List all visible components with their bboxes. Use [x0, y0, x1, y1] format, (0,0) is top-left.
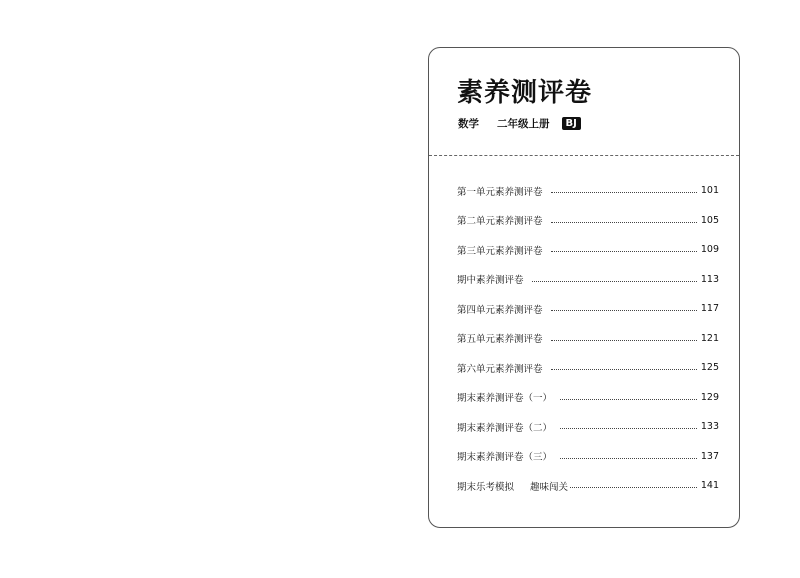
toc-item-page: 117 — [700, 303, 719, 315]
dot-leader — [551, 251, 697, 252]
toc-item-label: 第六单元素养测评卷 — [457, 363, 543, 375]
table-of-contents — [457, 176, 719, 501]
toc-item-page: 121 — [700, 332, 719, 344]
toc-item-label: 期末素养测评卷（三） — [457, 452, 553, 464]
toc-item[interactable] — [457, 235, 719, 265]
dot-leader — [551, 340, 697, 341]
contents-card — [428, 47, 740, 528]
toc-item-label: 期末素养测评卷（一） — [457, 393, 553, 405]
toc-item-page: 137 — [700, 450, 719, 462]
grade-label: 二年级上册 — [497, 118, 550, 130]
toc-item[interactable] — [457, 442, 719, 472]
dot-leader — [551, 369, 697, 370]
edition-badge: BJ — [562, 117, 581, 130]
dot-leader — [551, 222, 697, 223]
toc-item-page: 101 — [700, 185, 719, 197]
toc-item-subtitle: 趣味闯关 — [530, 481, 569, 493]
dot-leader — [551, 192, 697, 193]
dot-leader — [560, 458, 697, 459]
dot-leader — [551, 310, 697, 311]
toc-item-page: 133 — [700, 421, 719, 433]
toc-item-label: 期末乐考模拟 — [457, 481, 515, 493]
dot-leader — [570, 487, 697, 488]
toc-item-label: 期中素养测评卷 — [457, 275, 524, 287]
toc-item[interactable] — [457, 294, 719, 324]
toc-item-label: 第一单元素养测评卷 — [457, 186, 543, 198]
toc-item-label: 第二单元素养测评卷 — [457, 216, 543, 228]
toc-item-page: 125 — [700, 362, 719, 374]
toc-item[interactable] — [457, 412, 719, 442]
page-title: 素养测评卷 — [457, 78, 593, 108]
toc-item-page: 109 — [700, 244, 719, 256]
toc-item[interactable] — [457, 353, 719, 383]
toc-item-page: 105 — [700, 214, 719, 226]
dashed-divider — [429, 155, 739, 156]
toc-item-page: 113 — [700, 273, 719, 285]
toc-item-label: 第三单元素养测评卷 — [457, 245, 543, 257]
toc-item-page: 141 — [700, 480, 719, 492]
dot-leader — [560, 399, 697, 400]
toc-item[interactable] — [457, 324, 719, 354]
toc-item[interactable] — [457, 471, 719, 501]
book-info — [458, 116, 581, 131]
dot-leader — [560, 428, 697, 429]
subject-label: 数学 — [458, 118, 479, 130]
toc-item-label: 期末素养测评卷（二） — [457, 422, 553, 434]
toc-item[interactable] — [457, 265, 719, 295]
toc-item-page: 129 — [700, 391, 719, 403]
toc-item[interactable] — [457, 206, 719, 236]
toc-item[interactable] — [457, 176, 719, 206]
toc-item-label: 第五单元素养测评卷 — [457, 334, 543, 346]
dot-leader — [532, 281, 697, 282]
toc-item-label: 第四单元素养测评卷 — [457, 304, 543, 316]
toc-item[interactable] — [457, 383, 719, 413]
